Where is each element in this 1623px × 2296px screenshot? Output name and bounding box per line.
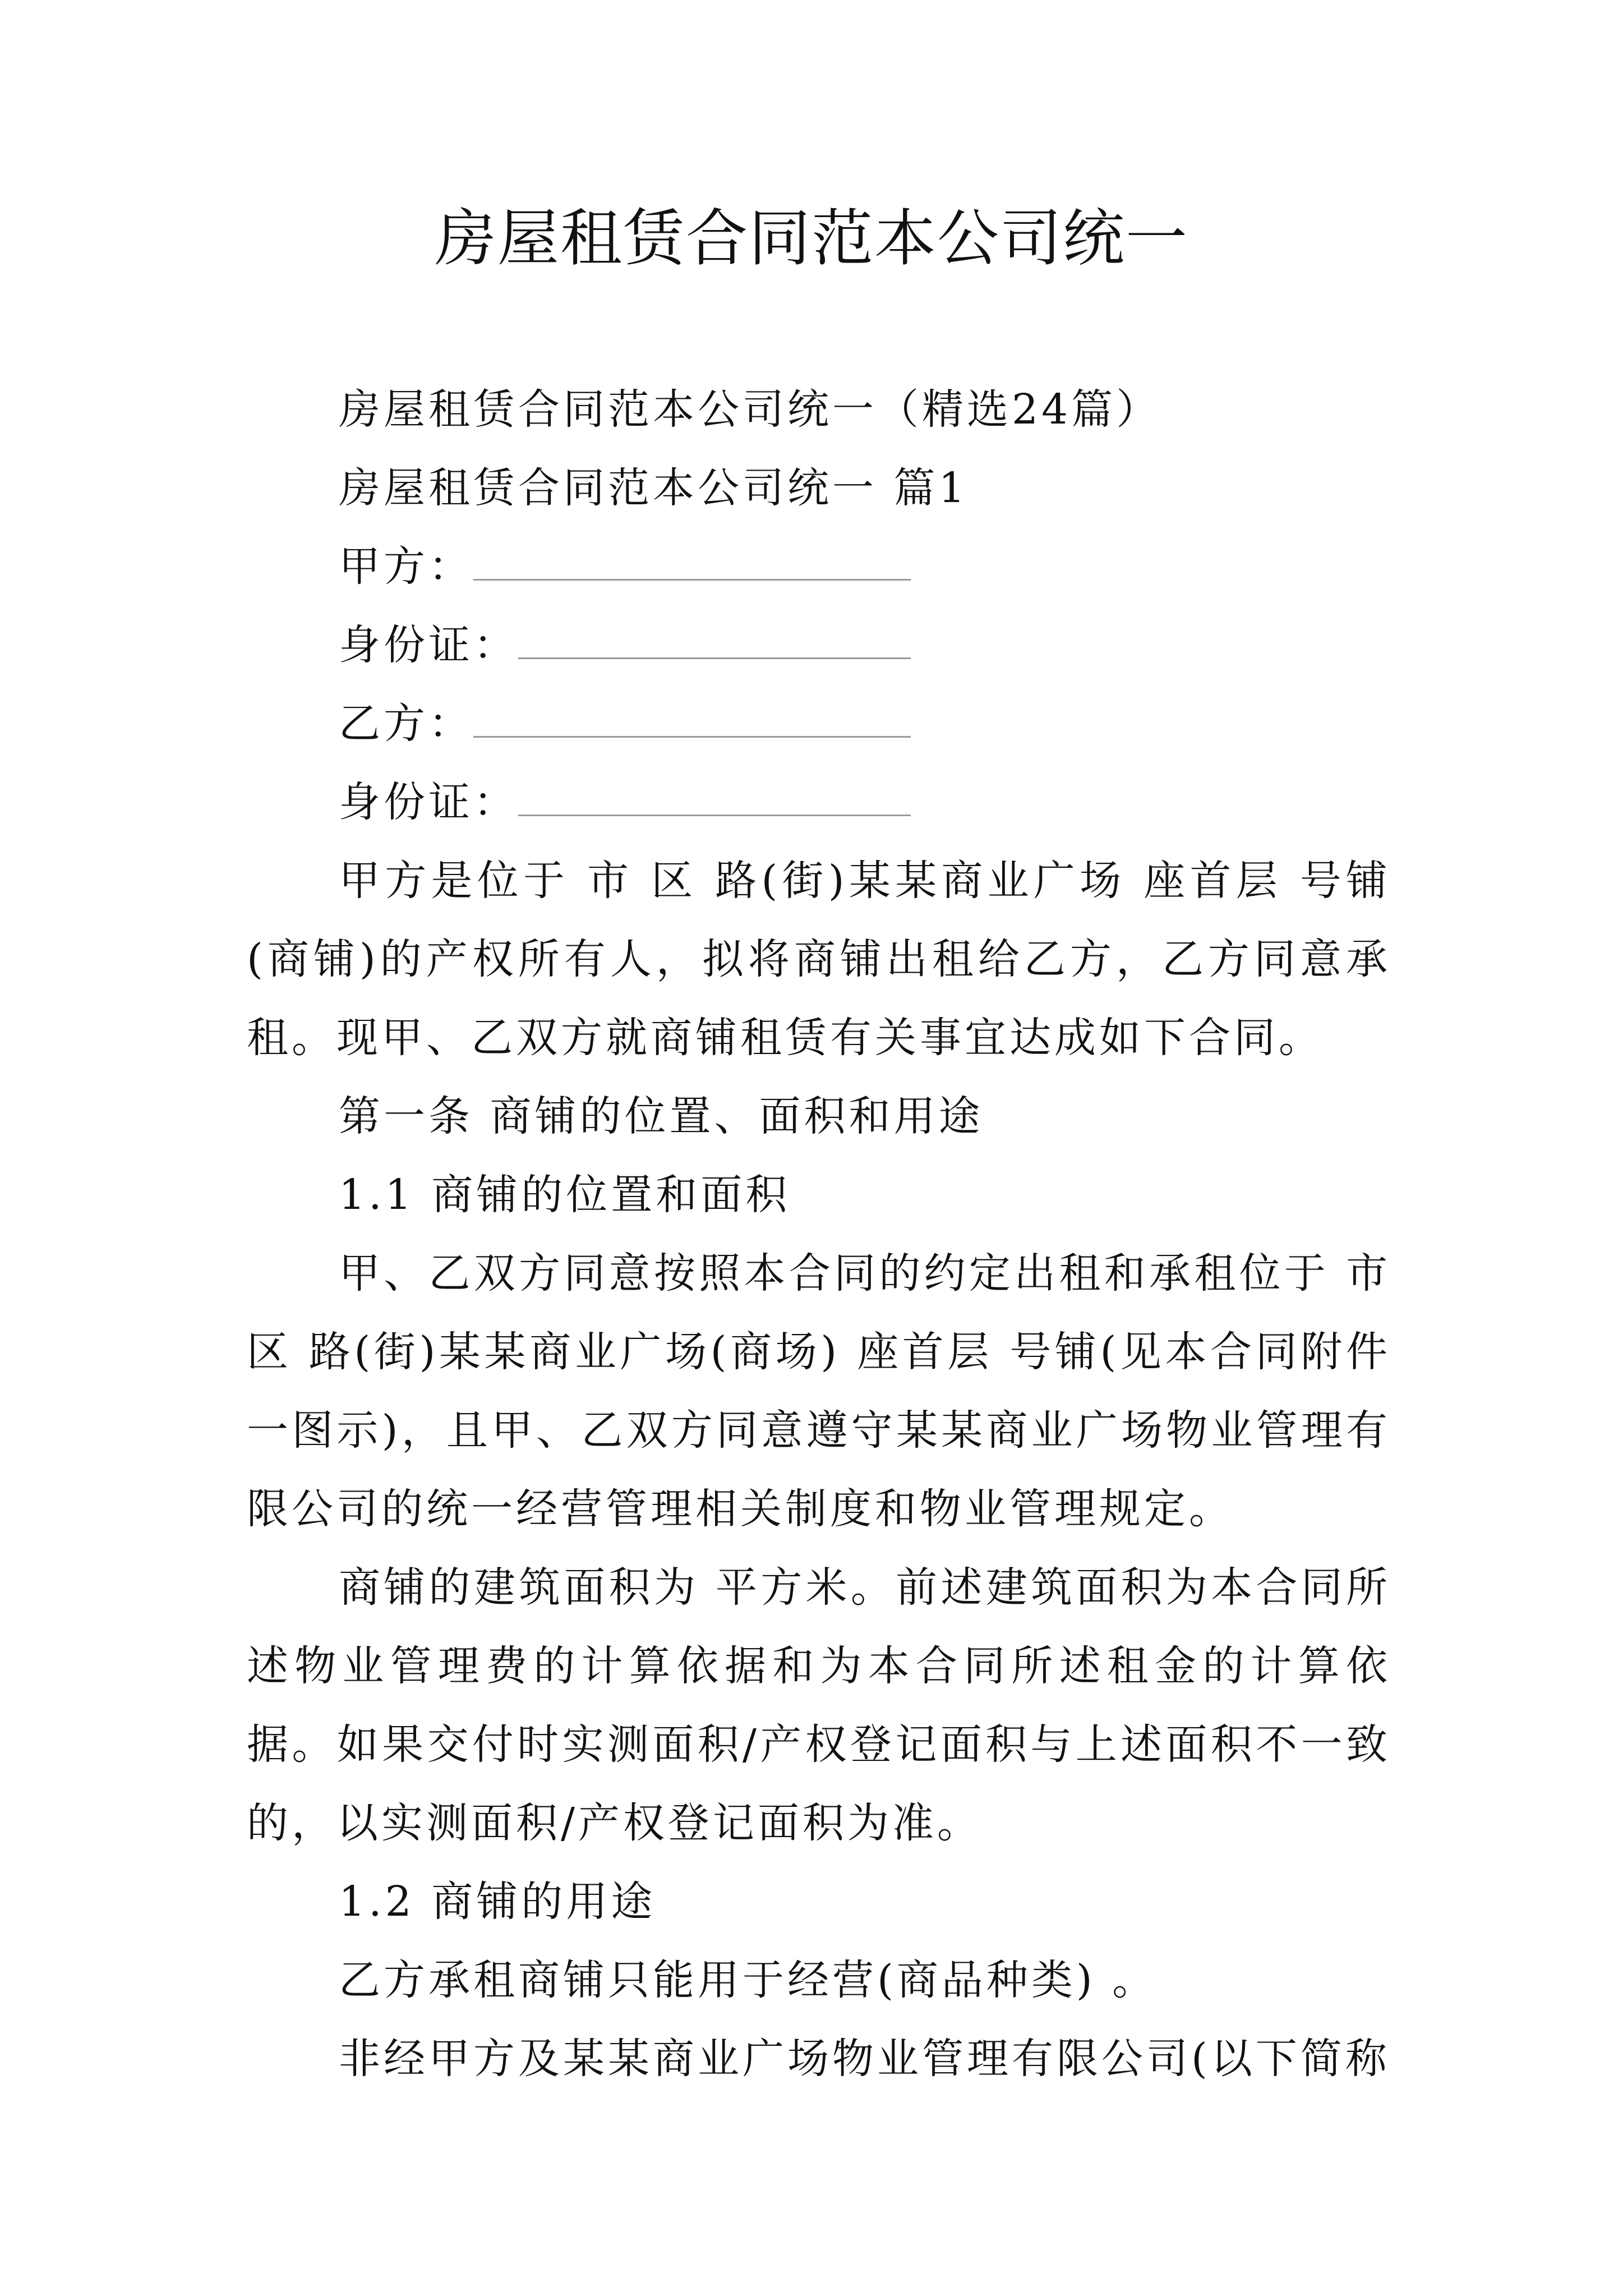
document-subtitle: 房屋租赁合同范本公司统一（精选24篇） [339,385,1161,434]
section-heading: 房屋租赁合同范本公司统一 篇1 [339,464,969,512]
party-b-row [247,684,1391,763]
party-a-row [247,527,1391,606]
article-one-heading: 第一条 商铺的位置、面积和用途 [339,1092,984,1140]
party-a-id-blank[interactable] [518,622,911,659]
party-a-blank[interactable] [473,543,911,581]
clause-1-2-heading: 1.2 商铺的用途 [339,1878,656,1926]
party-a-label: 甲方： [339,542,473,591]
party-b-blank[interactable] [473,700,911,738]
document-body [247,370,1391,2098]
party-b-id-label: 身份证： [339,778,518,826]
clause-1-1-heading: 1.1 商铺的位置和面积 [339,1171,791,1219]
paragraph-area: 商铺的建筑面积为 平方米。前述建筑面积为本合同所述物业管理费的计算依据和为本合同所述租金的计算依据。如果交付时实测面积/产权登记面积与上述面积不一致的，以实测面积/产权登记面积为准。 [247,1563,1391,1847]
paragraph-usage: 乙方承租商铺只能用于经营(商品种类) 。 [339,1956,1158,2004]
section-heading-line [247,449,1391,527]
paragraph-location: 甲、乙双方同意按照本合同的约定出租和承租位于 市 区 路(街)某某商业广场(商场) 座首层 号铺(见本合同附件一图示)，且甲、乙双方同意遵守某某商业广场物业管理有限公司的统一经营管理相关制度和物业管理规定。 [247,1249,1391,1533]
party-b-id-blank[interactable] [518,779,911,816]
document-title: 房屋租赁合同范本公司统一 [435,203,1188,274]
paragraph-intro: 甲方是位于 市 区 路(街)某某商业广场 座首层 号铺(商铺)的产权所有人，拟将商铺出租给乙方，乙方同意承租。现甲、乙双方就商铺租赁有关事宜达成如下合同。 [247,857,1391,1062]
party-a-id-label: 身份证： [339,621,518,669]
subtitle-line [247,370,1391,449]
paragraph-restriction: 非经甲方及某某商业广场物业管理有限公司(以下简称 [339,2035,1390,2083]
party-b-label: 乙方： [339,700,473,748]
party-b-id-row [247,763,1391,841]
party-a-id-row [247,606,1391,684]
